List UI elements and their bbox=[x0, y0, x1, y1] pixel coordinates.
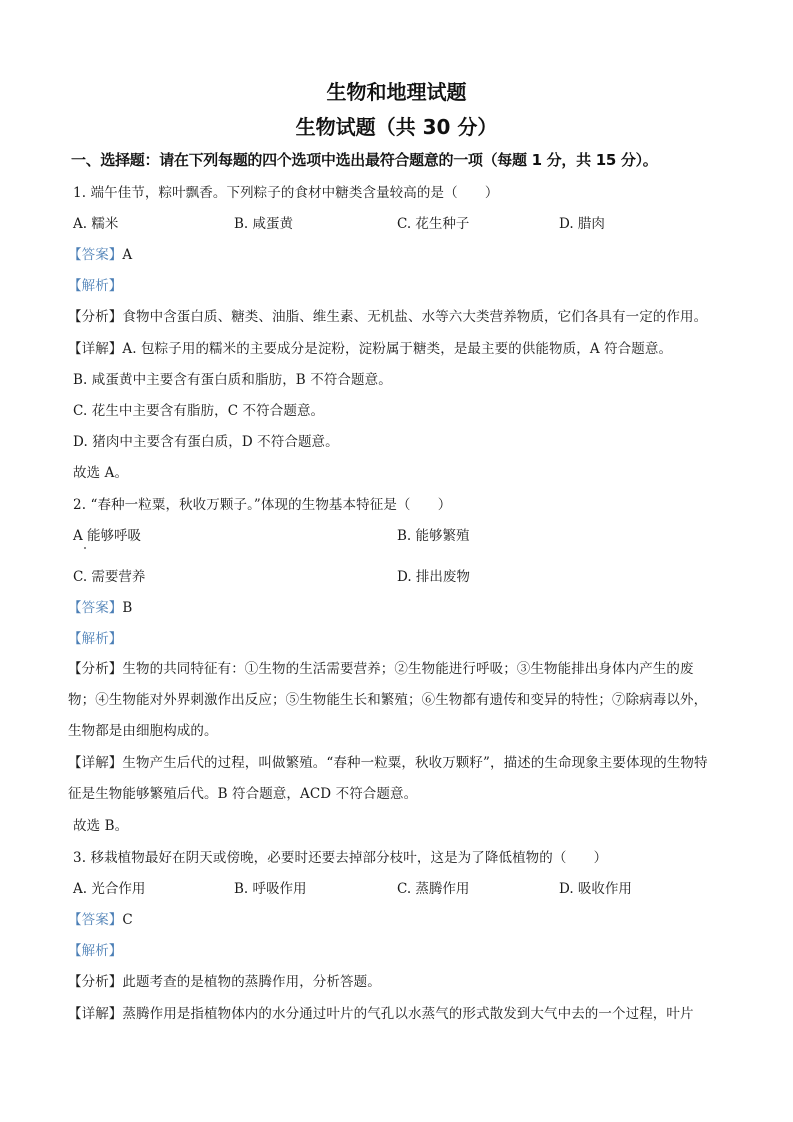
question-1-stem: 1. 端午佳节，粽叶飘香。下列粽子的食材中糖类含量较高的是（ ） bbox=[73, 185, 499, 201]
analysis-label: 【解析】 bbox=[68, 943, 123, 959]
analysis-label: 【解析】 bbox=[68, 631, 123, 647]
q1-conclusion: 故选 A。 bbox=[73, 465, 129, 481]
question-3-stem: 3. 移栽植物最好在阴天或傍晚，必要时还要去掉部分枝叶，这是为了降低植物的（ ） bbox=[73, 850, 608, 866]
answer-value: A bbox=[122, 247, 133, 263]
answer-label: 【答案】 bbox=[68, 912, 123, 928]
answer-value: B bbox=[122, 600, 133, 616]
q3-fenxi bbox=[68, 973, 381, 991]
fenxi-label: 【分析】 bbox=[68, 974, 123, 990]
xiangjie-label: 【详解】 bbox=[68, 341, 123, 357]
q3-option-a: A. 光合作用 bbox=[73, 881, 146, 897]
q1-detail-d: D. 猪肉中主要含有蛋白质，D 不符合题意。 bbox=[73, 434, 339, 450]
document-title: 生物和地理试题 bbox=[326, 80, 467, 104]
section-heading: 一、选择题：请在下列每题的四个选项中选出最符合题意的一项（每题 1 分，共 15 分）。 bbox=[71, 151, 658, 169]
q1-detail-b: B. 咸蛋黄中主要含有蛋白质和脂肪，B 不符合题意。 bbox=[73, 372, 392, 388]
q2-analysis-label bbox=[68, 630, 122, 648]
q2-conclusion: 故选 B。 bbox=[73, 818, 129, 834]
q2-option-a: A 能够呼吸 bbox=[73, 528, 142, 544]
q1-answer bbox=[68, 246, 132, 264]
q1-option-c: C. 花生种子 bbox=[397, 216, 470, 232]
q1-fenxi bbox=[68, 308, 707, 326]
q3-xiangjie bbox=[68, 1005, 694, 1023]
xiangjie-text: 蒸腾作用是指植物体内的水分通过叶片的气孔以水蒸气的形式散发到大气中去的一个过程，叶片 bbox=[122, 1006, 694, 1022]
q1-option-a: A. 糯米 bbox=[73, 216, 119, 232]
xiangjie-text: A. 包粽子用的糯米的主要成分是淀粉，淀粉属于糖类，是最主要的供能物质，A 符合题意。 bbox=[122, 341, 673, 357]
analysis-label: 【解析】 bbox=[68, 278, 123, 294]
q2-option-d: D. 排出废物 bbox=[397, 569, 470, 585]
fenxi-label: 【分析】 bbox=[68, 661, 123, 677]
q2-fenxi bbox=[68, 654, 720, 747]
q2-answer bbox=[68, 599, 132, 617]
answer-value: C bbox=[122, 912, 133, 928]
q1-xiangjie bbox=[68, 340, 672, 358]
q3-option-d: D. 吸收作用 bbox=[559, 881, 632, 897]
fenxi-text: 生物的共同特征有：①生物的生活需要营养；②生物能进行呼吸；③生物能排出身体内产生的废物；④生物能对外界刺激作出反应；⑤生物能生长和繁殖；⑥生物都有遗传和变异的特性；⑦除病毒以外，生物都是由细胞构成的。 bbox=[68, 661, 708, 739]
xiangjie-label: 【详解】 bbox=[68, 1006, 123, 1022]
fenxi-text: 此题考查的是植物的蒸腾作用，分析答题。 bbox=[122, 974, 381, 990]
q3-analysis-label bbox=[68, 942, 122, 960]
xiangjie-label: 【详解】 bbox=[68, 755, 123, 771]
q3-option-b: B. 呼吸作用 bbox=[234, 881, 307, 897]
q2-xiangjie bbox=[68, 748, 720, 810]
q3-answer bbox=[68, 911, 133, 929]
q1-analysis-label bbox=[68, 277, 122, 295]
answer-label: 【答案】 bbox=[68, 247, 123, 263]
fenxi-text: 食物中含蛋白质、糖类、油脂、维生素、无机盐、水等六大类营养物质，它们各具有一定的作用。 bbox=[122, 309, 708, 325]
q1-option-d: D. 腊肉 bbox=[559, 216, 605, 232]
q3-option-c: C. 蒸腾作用 bbox=[397, 881, 470, 897]
answer-label: 【答案】 bbox=[68, 600, 123, 616]
question-2-stem: 2. “春种一粒粟，秋收万颗子。”体现的生物基本特征是（ ） bbox=[73, 497, 452, 513]
stray-mark bbox=[84, 547, 86, 549]
q2-option-b: B. 能够繁殖 bbox=[397, 528, 470, 544]
q1-detail-c: C. 花生中主要含有脂肪，C 不符合题意。 bbox=[73, 403, 325, 419]
document-subtitle: 生物试题（共 30 分） bbox=[295, 115, 498, 139]
fenxi-label: 【分析】 bbox=[68, 309, 123, 325]
q1-option-b: B. 咸蛋黄 bbox=[234, 216, 294, 232]
q2-option-c: C. 需要营养 bbox=[73, 569, 146, 585]
xiangjie-text: 生物产生后代的过程，叫做繁殖。“春种一粒粟，秋收万颗籽”，描述的生命现象主要体现的生物特征是生物能够繁殖后代。B 符合题意，ACD 不符合题意。 bbox=[68, 755, 708, 802]
